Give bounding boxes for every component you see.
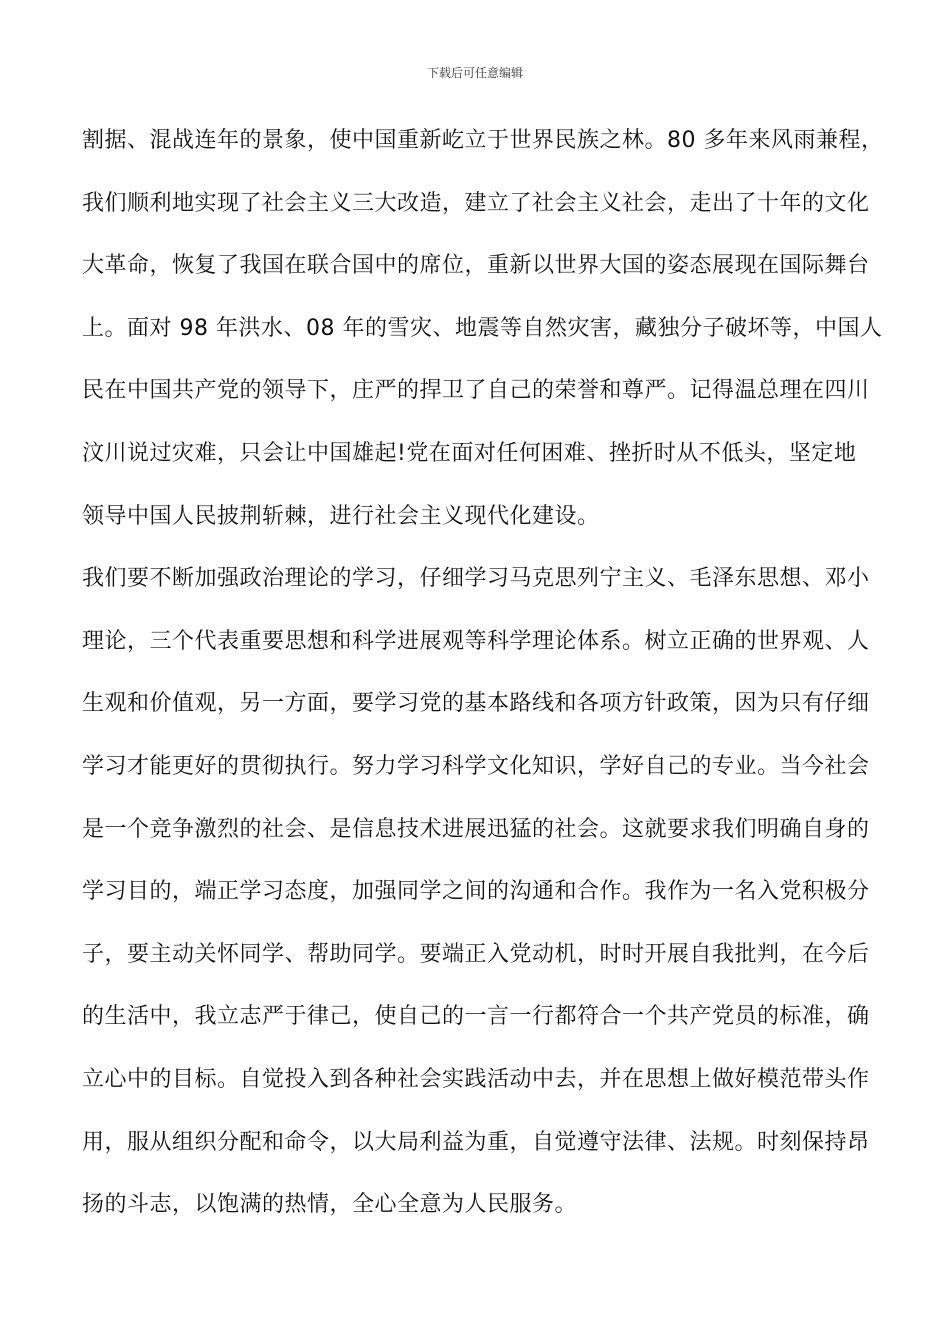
text-line: 是一个竞争激烈的社会、是信息技术进展迅猛的社会。这就要求我们明确自身的 xyxy=(82,816,870,842)
document-body xyxy=(82,110,884,1237)
text-line: 我们顺利地实现了社会主义三大改造，建立了社会主义社会，走出了十年的文化 xyxy=(82,190,870,216)
text-line: 的生活中，我立志严于律己，使自己的一言一行都符合一个共产党员的标准，确 xyxy=(82,1004,870,1030)
text-line: 用，服从组织分配和命令，以大局利益为重，自觉遵守法律、法规。时刻保持昂 xyxy=(82,1129,870,1155)
text-line: 学习才能更好的贯彻执行。努力学习科学文化知识，学好自己的专业。当今社会 xyxy=(82,753,870,779)
text-line: 领导中国人民披荆斩棘，进行社会主义现代化建设。 xyxy=(82,503,600,529)
text-line: 上。面对 98 年洪水、08 年的雪灾、地震等自然灾害，藏独分子破坏等，中国人 xyxy=(82,315,883,341)
text-line: 立心中的目标。自觉投入到各种社会实践活动中去，并在思想上做好模范带头作 xyxy=(82,1066,870,1092)
text-line: 子，要主动关怀同学、帮助同学。要端正入党动机，时时开展自我批判，在今后 xyxy=(82,941,870,967)
text-line: 理论，三个代表重要思想和科学进展观等科学理论体系。树立正确的世界观、人 xyxy=(82,628,870,654)
page-header: 下载后可任意编辑 xyxy=(426,66,523,80)
text-line: 割据、混战连年的景象，使中国重新屹立于世界民族之林。80 多年来风雨兼程， xyxy=(82,128,884,153)
text-line: 汶川说过灾难，只会让中国雄起!党在面对任何困难、挫折时从不低头，坚定地 xyxy=(82,440,857,466)
text-line: 民在中国共产党的领导下，庄严的捍卫了自己的荣誉和尊严。记得温总理在四川 xyxy=(82,378,870,404)
text-line: 大革命，恢复了我国在联合国中的席位，重新以世界大国的姿态展现在国际舞台 xyxy=(82,253,870,279)
text-line: 我们要不断加强政治理论的学习，仔细学习马克思列宁主义、毛泽东思想、邓小 xyxy=(82,566,870,592)
text-line: 学习目的，端正学习态度，加强同学之间的沟通和合作。我作为一名入党积极分 xyxy=(82,879,870,905)
text-line: 生观和价值观，另一方面，要学习党的基本路线和各项方针政策，因为只有仔细 xyxy=(82,691,870,717)
text-line: 扬的斗志，以饱满的热情，全心全意为人民服务。 xyxy=(82,1192,578,1218)
